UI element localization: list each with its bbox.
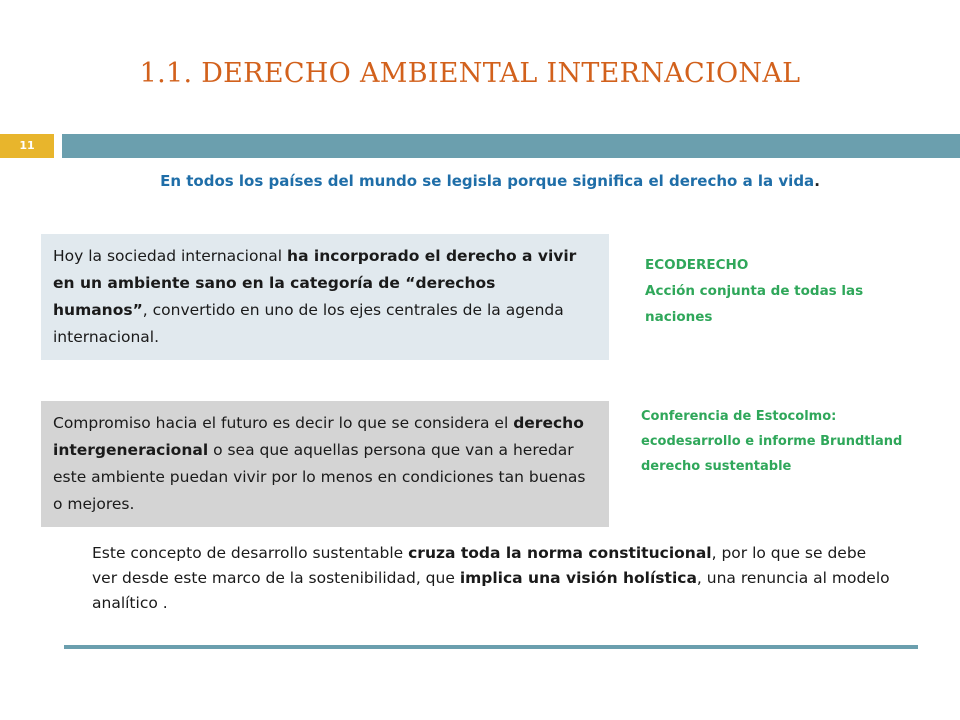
box1-text-2: , convertido en uno de los ejes centrales de la agenda internacional. [53,301,564,346]
box1-bold-1: ha incorporado el derecho a vivir en un ambiente sano en la categoría de “derechos humanos” [53,247,577,319]
concept-text-2: , por lo que se debe ver desde este marco de la sostenibilidad, que [92,544,867,587]
ecoderecho-note [645,252,905,330]
stockholm-conference-note: Conferencia de Estocolmo: ecodesarrollo e informe Brundtland derecho sustentable [641,409,903,474]
intro-statement [60,172,920,190]
concept-text-3: , una renuncia al modelo analítico . [92,569,890,612]
concept-bold-1: cruza toda la norma constitucional [408,544,712,562]
ecoderecho-heading: ECODERECHO [645,257,749,273]
footer-divider [64,645,918,649]
sustainable-development-paragraph [92,541,892,616]
slide-title: 1.1. DERECHO AMBIENTAL INTERNACIONAL [139,58,801,89]
concept-text-1: Este concepto de desarrollo sustentable [92,544,409,562]
box2-text-1: Compromiso hacia el futuro es decir lo que se considera el [53,414,514,432]
intro-period: . [814,172,820,190]
human-rights-text-box [41,234,609,360]
box2-bold-1: derecho intergeneracional [53,414,584,459]
concept-bold-2: implica una visión holística [459,569,697,587]
intergenerational-text-box [41,401,609,527]
ecoderecho-description: Acción conjunta de todas las naciones [645,283,864,325]
box1-text-1: Hoy la sociedad internacional [53,247,288,265]
slide-number: 11 [0,134,54,158]
intro-text: En todos los países del mundo se legisla porque significa el derecho a la vida [160,172,815,190]
box2-text-2: o sea que aquellas persona que van a heredar este ambiente puedan vivir por lo menos en condiciones tan buenas o mejores. [53,441,586,513]
header-accent-bar [62,134,960,158]
